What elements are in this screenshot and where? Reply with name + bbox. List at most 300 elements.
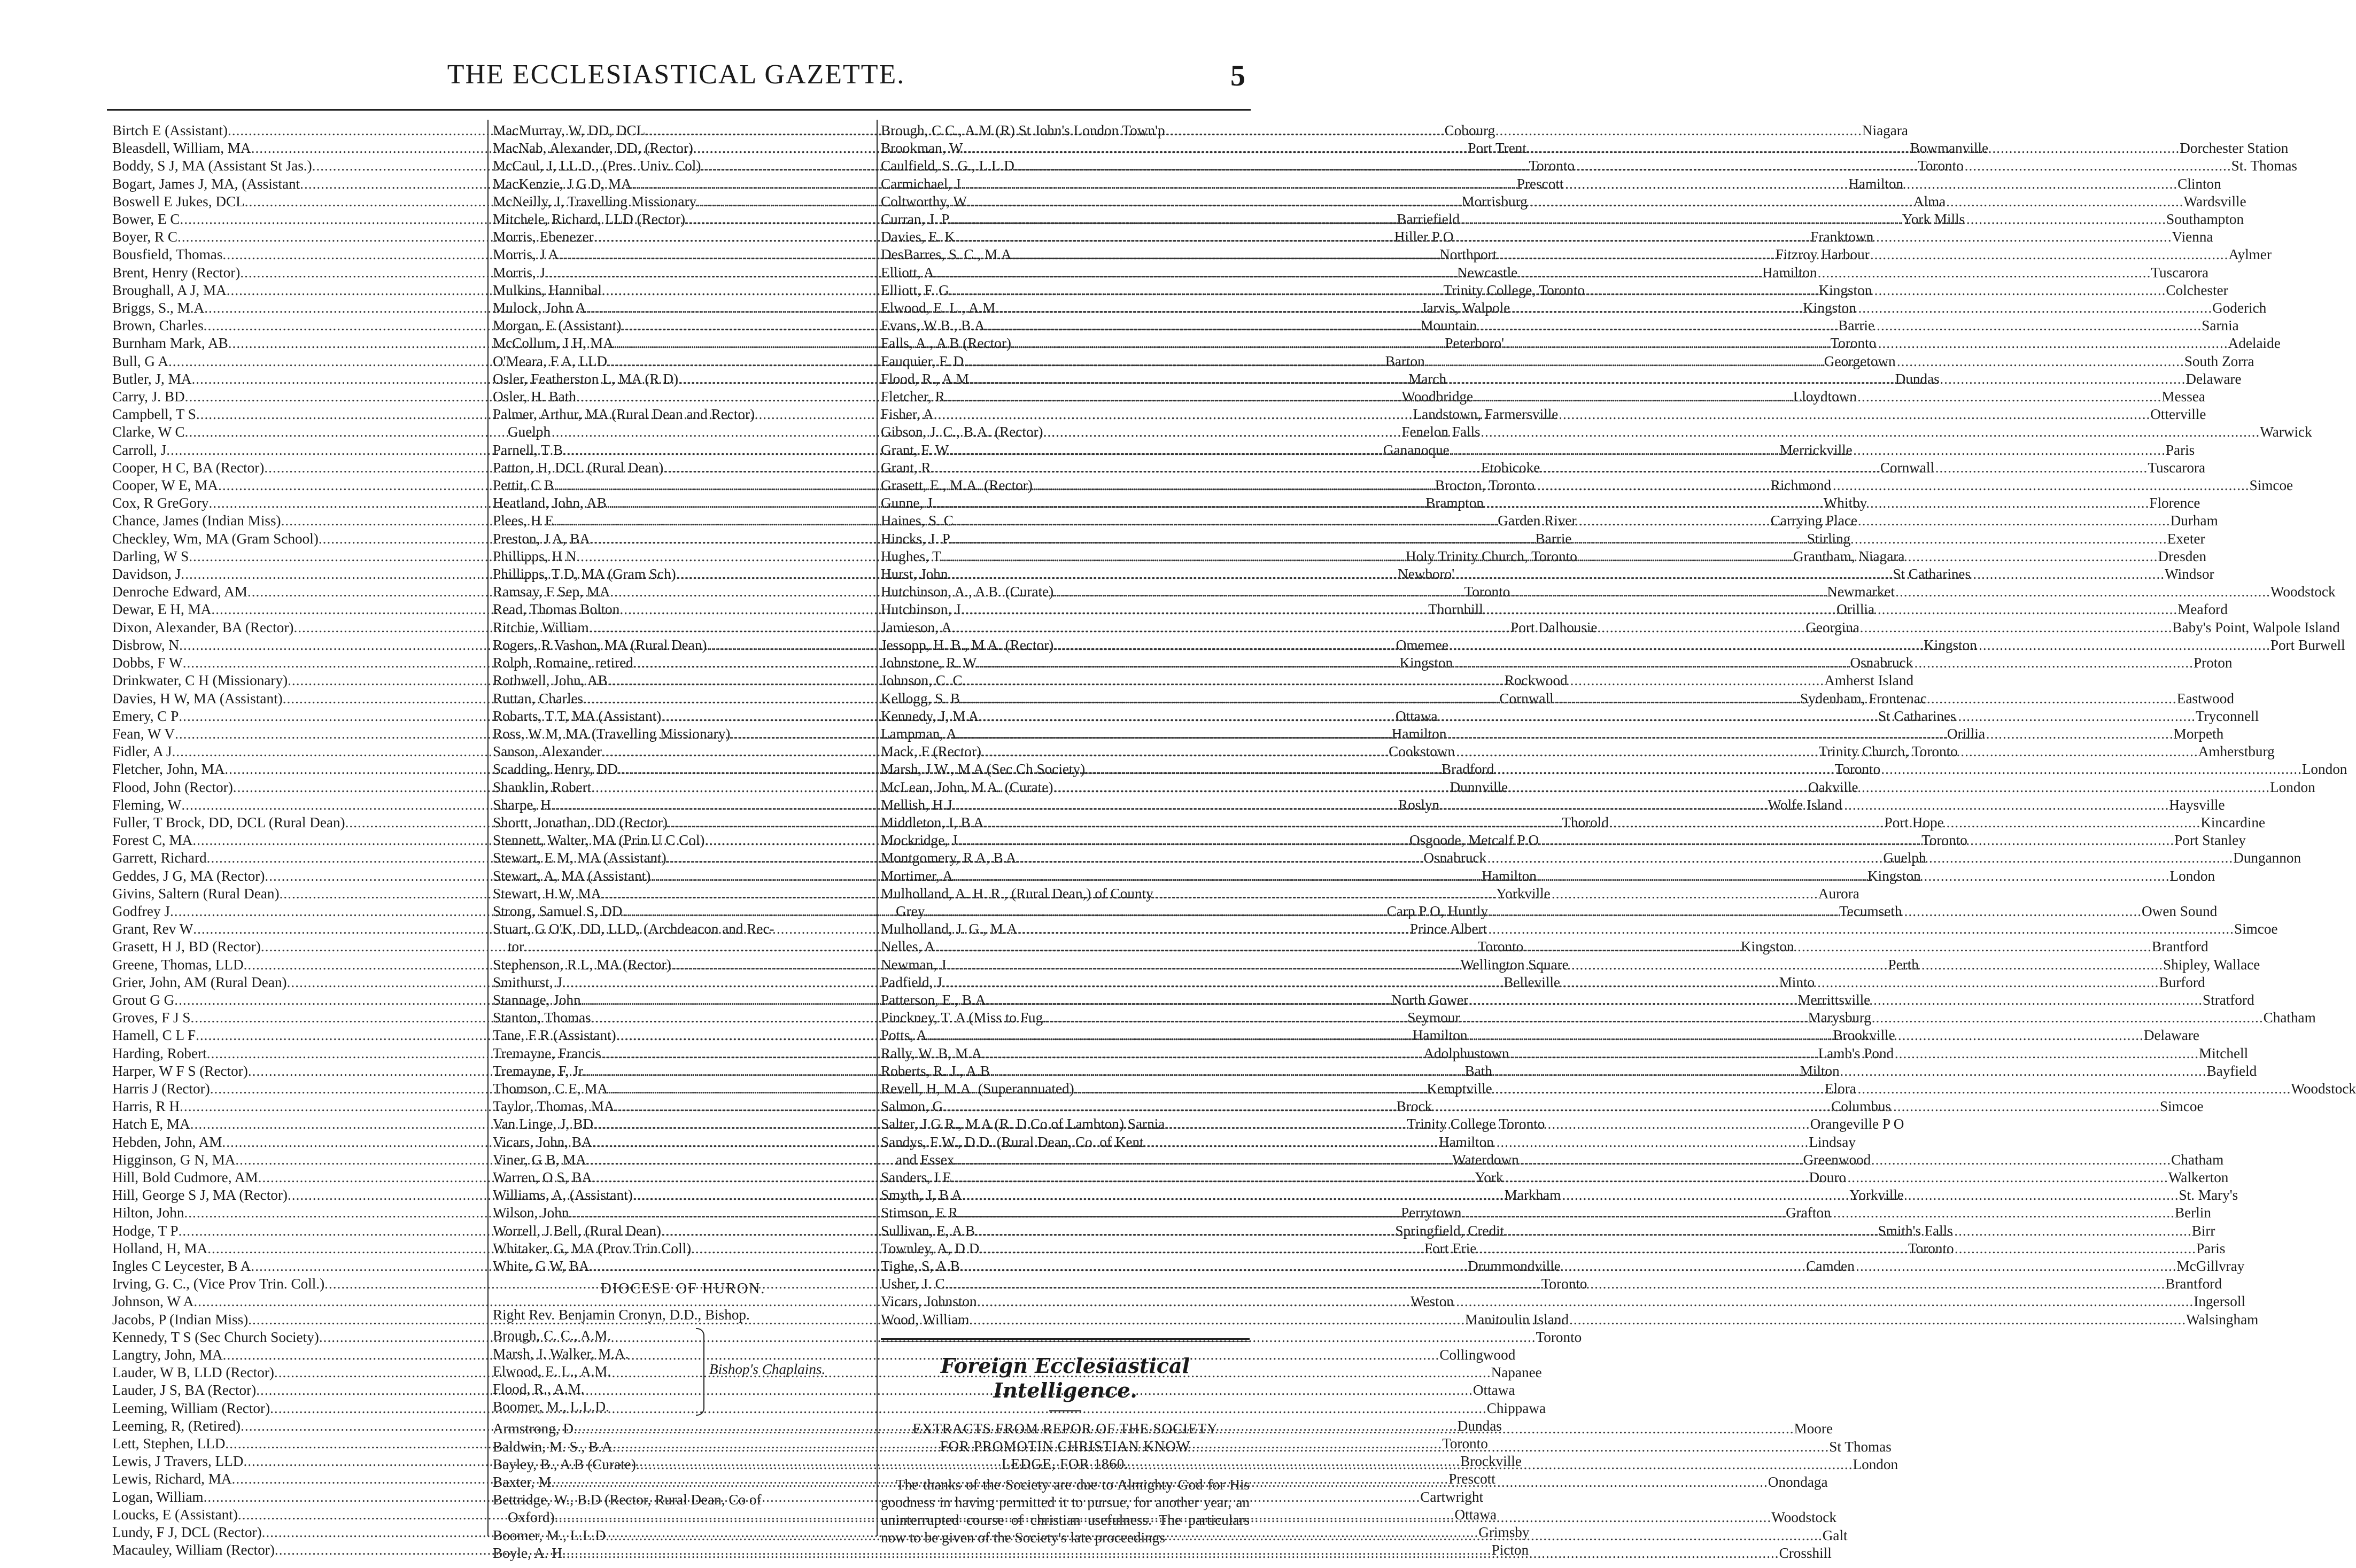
clergy-name: Palmer, Arthur, MA (Rural Dean and Rector): [493, 406, 755, 423]
clergy-name: Preston, J A, BA: [493, 530, 591, 547]
clergy-place: Crosshill: [1779, 1544, 1832, 1561]
clergy-name: Tremayne, F, Jr: [493, 1062, 584, 1079]
clergy-name: Sandys, F W., D D. (Rural Dean, Co. of Kent: [881, 1134, 1144, 1150]
dot-leader: [1053, 636, 2270, 654]
dot-leader: [952, 796, 2169, 814]
clergy-place: Sarnia: [2202, 317, 2239, 334]
clergy-name: Grant, F. W: [881, 441, 949, 458]
dot-leader: [1085, 760, 2302, 778]
clergy-name: Stanton, Thomas: [493, 1010, 591, 1026]
clergy-name: Shanklin, Robert: [493, 779, 592, 795]
clergy-name: Flood, R., A.M: [881, 370, 969, 387]
clergy-place: London: [2169, 867, 2215, 884]
clergy-name: Phillipps, H N: [493, 548, 577, 564]
clergy-place: South Zorra: [2184, 353, 2254, 369]
clergy-name: Kellogg, S. B: [881, 690, 960, 707]
extract-heading-line: LEDGE, FOR 1860.: [1002, 1455, 1129, 1472]
dot-leader: [995, 299, 2212, 317]
clergy-name: Pettit, C B: [493, 477, 554, 494]
clergy-place: Sydenham, Frontenac: [1800, 690, 1927, 707]
clergy-place: Georgetown: [1824, 353, 1896, 369]
clergy-place: Florence: [2149, 495, 2200, 511]
clergy-place: Prescott: [1448, 1471, 1495, 1487]
clergy-place: Port Dalhousie: [1510, 619, 1598, 635]
clergy-name: Grout G G: [112, 991, 175, 1008]
dot-leader: [1014, 157, 2231, 175]
clergy-place: Etobicoke: [1481, 459, 1540, 476]
clergy-name: Carry, J. BD: [112, 389, 185, 405]
dot-leader: [986, 991, 2203, 1009]
clergy-place: Toronto: [1442, 1435, 1488, 1452]
clergy-place: Dorchester Station: [2180, 140, 2289, 157]
clergy-name: Fletcher, R: [881, 389, 945, 405]
clergy-name: Fisher, A: [881, 406, 934, 423]
page-header: [107, 59, 1245, 102]
clergy-place: Wolfe Island: [1768, 796, 1842, 813]
dot-leader: [1012, 246, 2229, 263]
clergy-name: Lundy, F J, DCL (Rector): [112, 1524, 262, 1541]
clergy-place: Tuscarora: [2151, 264, 2209, 281]
clergy-place: Orillia: [1947, 725, 1986, 742]
clergy-place: Grantham, Niagara: [1793, 548, 1905, 564]
clergy-place: Brock: [1396, 1098, 1432, 1115]
extract-heading: [881, 1420, 1250, 1473]
dot-leader: [949, 1275, 2166, 1293]
clergy-name: Guelph: [508, 424, 551, 440]
chaplain-name: Brough, C. C., A.M.: [493, 1328, 611, 1344]
clergy-name: Revell, H, M.A. (Superannuated): [881, 1080, 1074, 1097]
dot-leader: [943, 1098, 2160, 1115]
dot-leader: [1053, 779, 2270, 796]
clergy-place: Simcoe: [2160, 1098, 2204, 1115]
clergy-place: Newboro': [1398, 566, 1455, 583]
clergy-name: Baldwin, M. S., B.A: [493, 1438, 613, 1455]
clergy-name: Plees, H E: [493, 513, 554, 529]
clergy-place: Napanee: [1491, 1364, 1542, 1381]
clergy-place: Woodbridge: [1401, 389, 1474, 405]
clergy-name: Coltworthy, W: [881, 193, 967, 209]
clergy-name: tor: [508, 938, 524, 955]
clergy-name: Smyth, J, B A: [881, 1187, 962, 1204]
clergy-place: Ingersoll: [2194, 1293, 2245, 1310]
clergy-name: Holland, H, MA: [112, 1240, 208, 1256]
clergy-place: Springfield, Credit: [1395, 1222, 1505, 1239]
clergy-name: Brent, Henry (Rector): [112, 264, 241, 281]
clergy-name: Morris, J A: [493, 246, 559, 263]
clergy-name: Stuart, G O'K, DD, LLD, (Archdeacon and Rec-: [493, 921, 774, 937]
chaplain-name: Marsh, J. Walker, M.A.: [493, 1345, 629, 1362]
clergy-name: Elliott, F. G: [881, 282, 949, 298]
clergy-place: Dresden: [2158, 548, 2207, 564]
clergy-name: Dixon, Alexander, BA (Rector): [112, 619, 294, 635]
clergy-name: Clarke, W C: [112, 424, 185, 440]
short-rule: [1049, 1410, 1081, 1411]
clergy-place: Brocton, Toronto: [1435, 477, 1535, 494]
clergy-place: Tecumseth: [1839, 903, 1902, 919]
dot-leader: [977, 1293, 2194, 1310]
clergy-name: Newman, J: [881, 956, 947, 973]
clergy-name: Wilson, John: [493, 1205, 569, 1221]
clergy-place: Grimsby: [1478, 1524, 1530, 1541]
clergy-place: St. Thomas: [2231, 158, 2298, 174]
clergy-name: Roberts, R. J., A.B: [881, 1062, 990, 1079]
clergy-name: Bogart, James J, MA, (Assistant: [112, 175, 300, 192]
clergy-place: Barrie: [1535, 530, 1572, 547]
clergy-name: McNeilly, J, Travelling Missionary: [493, 193, 697, 209]
dot-leader: [1017, 920, 2234, 938]
clergy-name: Logan, William: [112, 1488, 204, 1505]
clergy-name: Boyer, R C: [112, 229, 178, 245]
diocese-heading: DIOCESE OF HURON.: [600, 1280, 766, 1298]
clergy-place: Jarvis, Walpole: [1421, 300, 1510, 316]
clergy-place: Durham: [2170, 513, 2218, 529]
dot-leader: [562, 1544, 1779, 1562]
clergy-name: Cox, R GreGory: [112, 495, 209, 511]
clergy-place: Georgina: [1805, 619, 1859, 635]
clergy-place: Hamilton: [1482, 867, 1537, 884]
clergy-place: North Gower: [1391, 991, 1469, 1008]
clergy-name: Boddy, S J, MA (Assistant St Jas.): [112, 158, 312, 174]
clergy-name: Elliott, A: [881, 264, 934, 281]
dot-leader: [1047, 1009, 2264, 1027]
clergy-name: Fletcher, John, MA: [112, 761, 225, 778]
clergy-entry: [881, 1134, 1250, 1151]
clergy-place: Kemptville: [1427, 1080, 1492, 1097]
clergy-name: Vicars, John, BA: [493, 1134, 592, 1150]
clergy-name: Hamell, C L F: [112, 1027, 196, 1044]
dot-leader: [949, 282, 2166, 299]
dot-leader: [954, 512, 2171, 530]
clergy-name: Macauley, William (Rector): [112, 1542, 275, 1558]
clergy-name: Rogers, R Vashon, MA (Rural Dean): [493, 636, 707, 653]
clergy-place: Hamilton: [1848, 175, 1904, 192]
clergy-place: Gananoque: [1383, 441, 1450, 458]
clergy-place: Toronto: [1908, 1240, 1954, 1256]
clergy-place: Niagara: [1862, 122, 1908, 138]
clergy-name: Mulkins, Hannibal: [493, 282, 602, 298]
clergy-name: Lauder, J S, BA (Rector): [112, 1382, 257, 1399]
dot-leader: [990, 1062, 2207, 1080]
clergy-place: Prescott: [1516, 175, 1564, 192]
clergy-place: Brookville: [1833, 1027, 1895, 1044]
clergy-place: Cartwright: [1420, 1488, 1484, 1505]
clergy-place: Ottawa: [1396, 708, 1438, 724]
clergy-name: Scadding, Henry, DD: [493, 761, 618, 778]
clergy-name: Usher, J. C.: [881, 1276, 949, 1292]
clergy-place: Merrickville: [1779, 441, 1853, 458]
clergy-place: Lloydtown: [1793, 389, 1857, 405]
dot-leader: [1074, 1080, 2291, 1098]
clergy-name: Cooper, W E, MA: [112, 477, 219, 494]
clergy-entry: [493, 1491, 873, 1509]
clergy-place: Garden River: [1498, 513, 1577, 529]
clergy-name: Parnell, T B: [493, 441, 563, 458]
clergy-place: Ottawa: [1472, 1382, 1515, 1399]
dot-leader: [967, 193, 2184, 211]
clergy-entry: [881, 122, 1250, 139]
clergy-name: Elwood, E. L., A.M: [881, 300, 996, 316]
clergy-place: Milton: [1800, 1062, 1840, 1079]
dot-leader: [956, 619, 2173, 636]
clergy-name: Salter, J G R., M A (R. D Co of Lambton) Sarnia: [881, 1116, 1165, 1132]
clergy-name: Stannage, John: [493, 991, 581, 1008]
clergy-place: Goderich: [2212, 300, 2267, 316]
clergy-name: Mellish, H J: [881, 796, 952, 813]
clergy-place: Whitby: [1823, 495, 1867, 511]
clergy-name: Hodge, T P: [112, 1222, 179, 1239]
clergy-place: Otterville: [2150, 406, 2206, 423]
clergy-place: Chippawa: [1486, 1400, 1546, 1416]
clergy-name: Lauder, W B, LLD (Rector): [112, 1364, 274, 1381]
clergy-name: Hincks, J. P: [881, 530, 950, 547]
clergy-place: Osnabruck: [1850, 655, 1913, 671]
clergy-place: Kingston: [1818, 282, 1872, 298]
clergy-name: Harper, W F S (Rector): [112, 1062, 248, 1079]
clergy-name: Salmon, G: [881, 1098, 943, 1115]
clergy-place: Paris: [2165, 441, 2195, 458]
clergy-name: Cooper, H C, BA (Rector): [112, 459, 265, 476]
clergy-name: MacMurray, W, DD, DCL: [493, 122, 646, 138]
clergy-place: Cornwall: [1880, 459, 1935, 476]
clergy-name: Fuller, T Brock, DD, DCL (Rural Dean): [112, 814, 345, 830]
dot-leader: [645, 122, 1862, 139]
clergy-name: Kennedy, J, M A: [881, 708, 979, 724]
clergy-name: Grey: [896, 903, 925, 919]
clergy-place: Berlin: [2174, 1205, 2211, 1221]
clergy-name: Groves, F J S: [112, 1010, 191, 1026]
clergy-place: Moore: [1794, 1420, 1833, 1437]
clergy-name: Fleming, W: [112, 796, 182, 813]
clergy-name: White, G W, BA: [493, 1258, 590, 1274]
clergy-place: Fitzroy Harbour: [1775, 246, 1870, 263]
clergy-place: March: [1408, 370, 1447, 387]
clergy-name: Ramsay, F Sep, MA: [493, 584, 610, 600]
clergy-name: Stennett, Walter, MA (Prin U C Col): [493, 832, 705, 849]
clergy-name: Wood, William: [881, 1311, 970, 1328]
clergy-place: Birr: [2191, 1222, 2215, 1239]
clergy-name: Haines, S. C: [881, 513, 954, 529]
clergy-name: Godfrey J: [112, 903, 170, 919]
clergy-name: Mulock, John A: [493, 300, 586, 316]
clergy-place: Meaford: [2177, 601, 2228, 618]
clergy-name: Patterson, E., B.A: [881, 991, 986, 1008]
clergy-place: Carp P O, Huntly: [1386, 903, 1488, 919]
clergy-place: Stirling: [1807, 530, 1851, 547]
clergy-place: Yorkville: [1496, 885, 1551, 902]
clergy-name: Bayley, B., A.B (Curate): [493, 1456, 636, 1472]
clergy-place: Kingston: [1803, 300, 1856, 316]
clergy-place: Markham: [1504, 1187, 1561, 1204]
clergy-place: Collingwood: [1439, 1347, 1516, 1363]
clergy-place: York Mills: [1902, 211, 1965, 228]
clergy-place: Tryconnell: [2195, 708, 2259, 724]
clergy-name: Rally, W. B, M.A: [881, 1045, 982, 1061]
clergy-name: Sullivan, E, A B: [881, 1222, 975, 1239]
chaplain-name: Elwood, E. L., A.M.: [493, 1363, 611, 1379]
clergy-place: Marysburg: [1808, 1010, 1872, 1026]
clergy-place: Toronto: [1918, 158, 1964, 174]
clergy-name: McCaul, J, LL.D., (Pres. Univ. Col): [493, 158, 701, 174]
clergy-name: McLean, John, M A. (Curate): [881, 779, 1053, 795]
clergy-place: Kingston: [1867, 867, 1921, 884]
clergy-name: Ross, W M, MA (Travelling Missionary): [493, 725, 731, 742]
clergy-name: Carroll, J: [112, 441, 167, 458]
clergy-name: Tighe, S, A.B: [881, 1258, 960, 1274]
clergy-place: Amherstburg: [2198, 743, 2275, 760]
clergy-name: Darling, W S: [112, 548, 189, 564]
dot-leader: [969, 370, 2186, 388]
clergy-name: Baxter, M: [493, 1474, 552, 1491]
clergy-name: and Essex: [896, 1151, 955, 1168]
clergy-name: Disbrow, N: [112, 636, 180, 653]
clergy-name: Kennedy, T S (Sec Church Society): [112, 1329, 319, 1345]
clergy-name: Gunne, J: [881, 495, 933, 511]
clergy-place: Baby's Point, Walpole Island: [2172, 619, 2340, 635]
clergy-name: Grasett, E., M.A. (Rector): [881, 477, 1033, 494]
clergy-name: Robarts, T T, MA (Assistant): [493, 708, 662, 724]
clergy-name: Rolph, Romaine, retired: [493, 655, 633, 671]
clergy-name: Vicars, Johnston: [881, 1293, 977, 1310]
clergy-place: Perrytown: [1401, 1205, 1462, 1221]
clergy-entry: [881, 672, 1250, 689]
dot-leader: [933, 494, 2150, 512]
clergy-place: Clinton: [2177, 175, 2221, 192]
clergy-name: Marsh, J W., M A (Sec Ch Society): [881, 761, 1086, 778]
clergy-name: Mitchele, Richard, LLD (Rector): [493, 211, 686, 228]
clergy-name: DesBarres, S. C., M.A: [881, 246, 1012, 263]
clergy-place: Douro: [1809, 1169, 1846, 1185]
clergy-place: Belleville: [1503, 974, 1560, 990]
clergy-place: Guelph: [1883, 850, 1926, 866]
clergy-place: Exeter: [2167, 530, 2205, 547]
dot-leader: [931, 459, 2148, 477]
clergy-name: Davidson, J: [112, 566, 181, 583]
clergy-place: Toronto: [1541, 1276, 1587, 1292]
dot-leader: [976, 654, 2194, 672]
clergy-name: Garrett, Richard: [112, 850, 207, 866]
dot-leader: [960, 690, 2177, 708]
clergy-place: Grafton: [1786, 1205, 1831, 1221]
dot-leader: [941, 548, 2158, 565]
dot-leader: [949, 211, 2166, 228]
clergy-name: Osler, H. Bath: [493, 389, 576, 405]
dot-leader: [979, 708, 2196, 725]
chaplains-group: [493, 1327, 873, 1416]
clergy-name: Mulholland, A. H. R., (Rural Dean,) of County: [881, 885, 1153, 902]
clergy-name: Burnham Mark, AB: [112, 335, 228, 352]
dot-leader: [985, 317, 2202, 335]
clergy-place: Merrittsville: [1797, 991, 1871, 1008]
clergy-place: London: [2270, 779, 2315, 795]
clergy-place: Brampton: [1425, 495, 1484, 511]
clergy-place: Trinity College Toronto: [1407, 1116, 1545, 1132]
clergy-place: Eastwood: [2176, 690, 2234, 707]
clergy-place: Kingston: [1740, 938, 1794, 955]
clergy-name: Rothwell, John, AB: [493, 672, 608, 689]
chaplain-name: Boomer, M., L.L.D.: [493, 1399, 609, 1415]
clergy-name: Greene, Thomas, LLD: [112, 956, 244, 973]
clergy-name: Oxford): [508, 1509, 555, 1526]
clergy-name: Drinkwater, C H (Missionary): [112, 672, 288, 689]
clergy-place: Proton: [2193, 655, 2233, 671]
clergy-place: York: [1475, 1169, 1503, 1185]
article-body: The thanks of the Society are due to Almighty God for His goodness in having permitted it to pursue, for another year, an uninterrupted course of christian usefulness. The particulars now to be given of the Society's late proceedings: [881, 1476, 1250, 1546]
clergy-entry: [881, 1115, 1250, 1133]
dot-leader: [967, 353, 2184, 370]
clergy-place: Orangeville P O: [1810, 1116, 1904, 1132]
clergy-place: Aylmer: [2228, 246, 2272, 263]
dot-leader: [942, 974, 2159, 991]
bishop-line: Right Rev. Benjamin Cronyn, D.D., Bishop.: [493, 1307, 750, 1323]
clergy-name: Armstrong, D.: [493, 1420, 577, 1437]
clergy-place: Bradford: [1442, 761, 1494, 778]
clergy-name: Montgomery, R A, B A: [881, 850, 1017, 866]
clergy-place: Brockville: [1460, 1453, 1522, 1470]
dot-leader: [270, 1400, 1487, 1417]
clergy-place: Chatham: [2171, 1151, 2224, 1168]
clergy-place: Wardsville: [2183, 193, 2246, 209]
clergy-place: Cookstown: [1389, 743, 1455, 760]
clergy-place: London: [2301, 761, 2347, 778]
dot-leader: [1043, 423, 2260, 441]
clergy-name: Harris J (Rector): [112, 1080, 210, 1097]
clergy-name: Townley, A, D D: [881, 1240, 980, 1256]
clergy-name: Hughes, T: [881, 548, 941, 564]
dot-leader: [969, 1311, 2186, 1329]
clergy-place: Dunnville: [1450, 779, 1508, 795]
clergy-name: Ruttan, Charles: [493, 690, 584, 707]
clergy-name: Sanson, Alexander: [493, 743, 602, 760]
clergy-place: Toronto: [1464, 584, 1510, 600]
clergy-name: Bull, G A: [112, 353, 168, 369]
clergy-place: Fenelon Falls: [1401, 424, 1481, 440]
clergy-place: Yorkville: [1849, 1187, 1904, 1204]
clergy-place: Port Trent: [1468, 140, 1526, 157]
clergy-place: Walsingham: [2186, 1311, 2259, 1328]
clergy-name: Denroche Edward, AM: [112, 584, 247, 600]
clergy-place: Brantford: [2151, 938, 2208, 955]
clergy-name: Lewis, J Travers, LLD: [112, 1453, 244, 1470]
clergy-place: Weston: [1410, 1293, 1454, 1310]
clergy-name: Hill, George S J, MA (Rector): [112, 1187, 288, 1204]
clergy-name: Hutchinson, A., A B. (Curate): [881, 584, 1054, 600]
clergy-name: Potts, A: [881, 1027, 927, 1044]
clergy-name: Patton, H, DCL (Rural Dean): [493, 459, 664, 476]
clergy-name: Lewis, Richard, MA: [112, 1471, 232, 1487]
dot-leader: [979, 1240, 2196, 1257]
clergy-name: Whitaker, G, MA (Prov Trin Coll): [493, 1240, 692, 1256]
clergy-name: Strong, Samuel S, DD: [493, 903, 623, 919]
clergy-name: Read, Thomas Bolton: [493, 601, 620, 618]
clergy-place: Rockwood: [1504, 672, 1568, 689]
clergy-place: Brantford: [2165, 1276, 2222, 1292]
clergy-name: Hutchinson, J: [881, 601, 961, 618]
clergy-name: Checkley, Wm, MA (Gram School): [112, 530, 319, 547]
clergy-place: Woodstock: [2291, 1080, 2356, 1097]
clergy-name: Brough, C C., A.M (R) St John's London Town'p: [881, 122, 1165, 138]
clergy-name: Grant, Rev W: [112, 921, 193, 937]
clergy-place: Toronto: [1834, 761, 1881, 778]
page-title: THE ECCLESIASTICAL GAZETTE.: [447, 59, 905, 90]
dot-leader: [981, 743, 2198, 760]
clergy-place: Woodstock: [1771, 1509, 1836, 1526]
clergy-place: Kincardine: [2200, 814, 2266, 830]
clergy-name: Boomer, M., L.L.D: [493, 1527, 606, 1543]
clergy-place: Toronto: [1830, 335, 1877, 352]
clergy-place: Franktown: [1810, 229, 1874, 245]
clergy-place: Lamb's Pond: [1818, 1045, 1894, 1061]
clergy-name: Lampman, A: [881, 725, 957, 742]
